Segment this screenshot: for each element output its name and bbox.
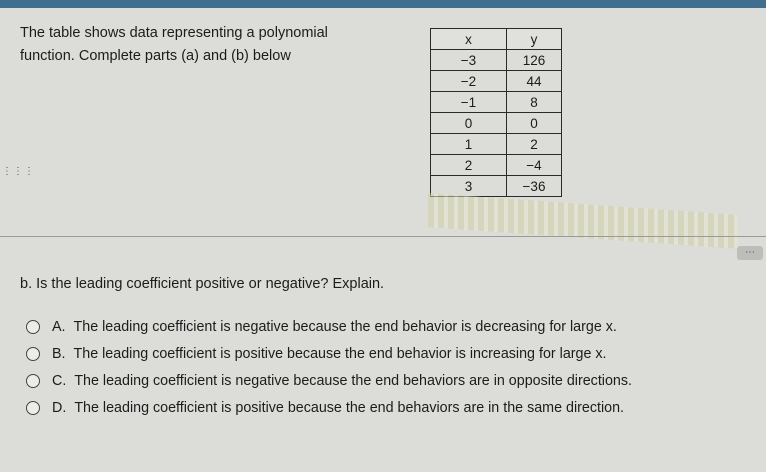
- section-divider: [0, 236, 766, 237]
- table-row: [431, 134, 562, 155]
- table-cell-y: 2: [507, 134, 562, 155]
- radio-button[interactable]: [26, 347, 40, 361]
- table-cell-y: −36: [507, 176, 562, 197]
- answer-options: [26, 314, 632, 422]
- problem-prompt: [20, 22, 420, 68]
- column-header-x: x: [431, 29, 507, 50]
- prompt-line-2: function. Complete parts (a) and (b) below: [20, 48, 291, 64]
- radio-button[interactable]: [26, 401, 40, 415]
- table-header-row: [431, 29, 562, 50]
- table-row: [431, 176, 562, 197]
- more-icon[interactable]: ⋯: [737, 246, 763, 260]
- table-cell-y: −4: [507, 155, 562, 176]
- option-text: The leading coefficient is positive because the end behavior is increasing for large x.: [73, 346, 607, 362]
- table-cell-x: 3: [431, 176, 507, 197]
- table-cell-y: 126: [507, 50, 562, 71]
- table-cell-x: 2: [431, 155, 507, 176]
- prompt-line-1: The table shows data representing a polynomial: [20, 25, 328, 41]
- radio-button[interactable]: [26, 320, 40, 334]
- table-row: [431, 50, 562, 71]
- option-letter: C.: [52, 373, 67, 389]
- option-letter: A.: [52, 319, 66, 335]
- table-cell-y: 0: [507, 113, 562, 134]
- radio-button[interactable]: [26, 374, 40, 388]
- table-cell-y: 44: [507, 71, 562, 92]
- option-letter: D.: [52, 400, 67, 416]
- option-text: The leading coefficient is negative because the end behaviors are in opposite directions.: [74, 373, 632, 389]
- table-row: [431, 155, 562, 176]
- option-d[interactable]: [26, 395, 632, 421]
- data-table: [430, 28, 562, 197]
- table-cell-x: −2: [431, 71, 507, 92]
- option-a[interactable]: [26, 314, 632, 340]
- option-text: The leading coefficient is positive because the end behaviors are in the same direction.: [74, 400, 625, 416]
- table-cell-x: 0: [431, 113, 507, 134]
- table-row: [431, 71, 562, 92]
- option-c[interactable]: [26, 368, 632, 394]
- table-cell-x: 1: [431, 134, 507, 155]
- table-row: [431, 92, 562, 113]
- top-bar: [0, 0, 766, 8]
- option-b[interactable]: [26, 341, 632, 367]
- table-cell-x: −3: [431, 50, 507, 71]
- grip-icon[interactable]: ⋮⋮⋮: [2, 166, 35, 177]
- question-text: b. Is the leading coefficient positive or negative? Explain.: [20, 276, 385, 292]
- divider-dots: [428, 193, 738, 249]
- table-row: [431, 113, 562, 134]
- table-cell-y: 8: [507, 92, 562, 113]
- option-letter: B.: [52, 346, 66, 362]
- table-cell-x: −1: [431, 92, 507, 113]
- option-text: The leading coefficient is negative because the end behavior is decreasing for large x.: [73, 319, 617, 335]
- column-header-y: y: [507, 29, 562, 50]
